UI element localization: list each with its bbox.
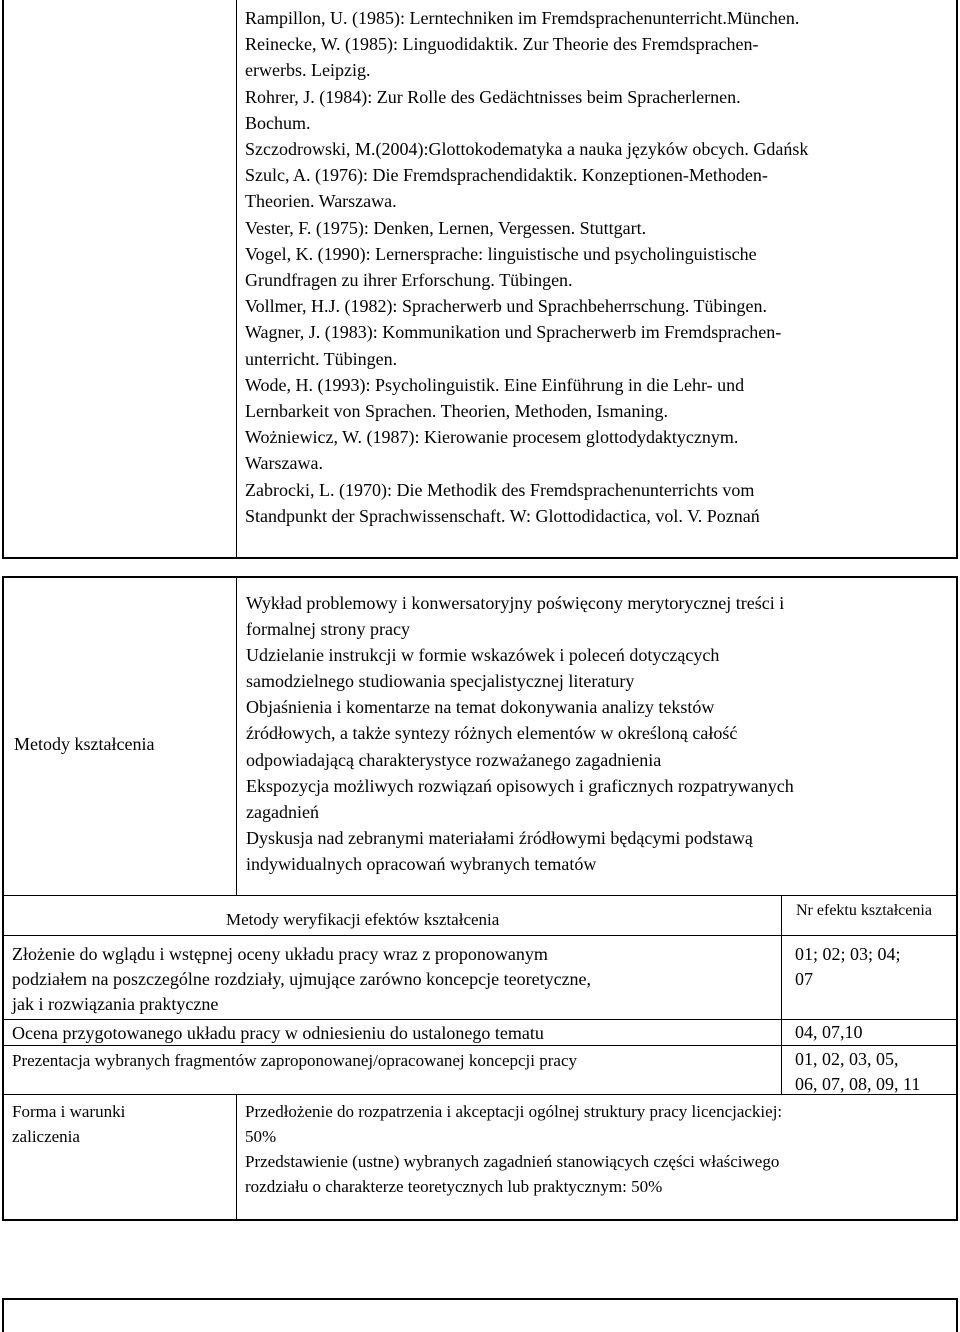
bibliography-line: Szczodrowski, M.(2004):Glottokodematyka a nauka języków obcych. Gdańsk	[245, 139, 809, 160]
nr-line: 04, 07,10	[795, 1022, 863, 1042]
nr-line: 07	[795, 969, 813, 989]
bibliography-list	[245, 5, 808, 529]
bibliography-line: erwerbs. Leipzig.	[245, 60, 371, 81]
bibliography-line: Szulc, A. (1976): Die Fremdsprachendidaktik. Konzeptionen-Methoden-	[245, 165, 768, 186]
verification-header: Metody weryfikacji efektów kształcenia	[226, 910, 500, 929]
verification-line: jak i rozwiązania praktyczne	[12, 994, 219, 1014]
bibliography-line: Wożniewicz, W. (1987): Kierowanie procesem glottodydaktycznym.	[245, 427, 739, 448]
bibliography-line: Warszawa.	[245, 453, 324, 474]
forma-line: Przedstawienie (ustne) wybranych zagadnień stanowiących części właściwego	[245, 1152, 780, 1171]
bibliography-line: Vester, F. (1975): Denken, Lernen, Vergessen. Stuttgart.	[245, 217, 647, 238]
forma-label-line: Forma i warunki	[12, 1102, 126, 1121]
methods-line: odpowiadającą charakterystyce rozważanego zagadnienia	[246, 749, 662, 770]
methods-line: Udzielanie instrukcji w formie wskazówek i poleceń dotyczących	[246, 645, 720, 666]
nr-line: 01; 02; 03; 04;	[795, 944, 901, 964]
bibliography-line: Lernbarkeit von Sprachen. Theorien, Methoden, Ismaning.	[245, 401, 669, 422]
methods-label: Metody kształcenia	[14, 734, 155, 754]
verification-header-divider	[3, 935, 957, 936]
empty-table	[2, 1298, 958, 1332]
methods-line: Dyskusja nad zebranymi materiałami źródłowymi będącymi podstawą	[246, 827, 753, 848]
verification-line: Złożenie do wglądu i wstępnej oceny układu pracy wraz z proponowanym	[12, 944, 548, 964]
nr-header: Nr efektu kształcenia	[796, 902, 932, 919]
verification-line: Ocena przygotowanego układu pracy w odniesieniu do ustalonego tematu	[12, 1023, 544, 1043]
bibliography-line: Theorien. Warszawa.	[245, 191, 397, 212]
bibliography-line: Grundfragen zu ihrer Erforschung. Tübingen.	[245, 270, 573, 291]
bibliography-line: Wagner, J. (1983): Kommunikation und Spracherwerb im Fremdsprachen-	[245, 322, 782, 343]
nr-line: 06, 07, 08, 09, 11	[795, 1074, 921, 1094]
bibliography-line: Rampillon, U. (1985): Lerntechniken im Fremdsprachenunterricht.München.	[245, 8, 800, 28]
bibliography-line: Zabrocki, L. (1970): Die Methodik des Fremdsprachenunterrichts vom	[245, 479, 755, 500]
methods-column-divider	[236, 577, 237, 895]
methods-line: źródłowych, a także syntezy różnych elementów w określoną całość	[246, 723, 738, 744]
methods-line: Ekspozycja możliwych rozwiązań opisowych i graficznych rozpatrywanych	[246, 775, 794, 796]
methods-line: Wykład problemowy i konwersatoryjny poświęcony merytorycznej treści i	[246, 593, 785, 613]
bibliography-line: Vollmer, H.J. (1982): Spracherwerb und Sprachbeherrschung. Tübingen.	[245, 296, 767, 317]
forma-line: 50%	[245, 1127, 277, 1146]
bibliography-line: Standpunkt der Sprachwissenschaft. W: Glottodidactica, vol. V. Poznań	[245, 505, 760, 526]
verification-line: Prezentacja wybranych fragmentów zaproponowanej/opracowanej koncepcji pracy	[12, 1051, 577, 1070]
bibliography-column-divider	[236, 0, 237, 557]
bibliography-line: Bochum.	[245, 112, 311, 133]
methods-list	[246, 590, 794, 877]
methods-line: indywidualnych opracowań wybranych tematów	[246, 853, 597, 874]
forma-column-divider	[236, 1095, 237, 1220]
verification-nr-3	[795, 1047, 920, 1097]
bibliography-line: Wode, H. (1993): Psycholinguistik. Eine Einführung in die Lehr- und	[245, 374, 745, 395]
methods-line: zagadnień	[246, 801, 319, 822]
forma-line: rozdziału o charakterze teoretycznych lub praktycznym: 50%	[245, 1177, 663, 1196]
verification-nr-1	[795, 942, 901, 992]
bibliography-line: Rohrer, J. (1984): Zur Rolle des Gedächtnisses beim Spracherlernen.	[245, 86, 741, 107]
methods-line: samodzielnego studiowania specjalistycznej literatury	[246, 671, 635, 692]
forma-label	[12, 1099, 125, 1149]
verification-line: podziałem na poszczególne rozdziały, ujmujące zarówno koncepcje teoretyczne,	[12, 969, 592, 989]
forma-content	[245, 1099, 782, 1199]
nr-line: 01, 02, 03, 05,	[795, 1049, 899, 1069]
bibliography-line: unterricht. Tübingen.	[245, 348, 398, 369]
forma-label-line: zaliczenia	[12, 1127, 80, 1146]
bibliography-line: Vogel, K. (1990): Lernersprache: linguistische und psycholinguistische	[245, 243, 757, 264]
forma-line: Przedłożenie do rozpatrzenia i akceptacji ogólnej struktury pracy licencjackiej:	[245, 1102, 783, 1121]
methods-line: Objaśnienia i komentarze na temat dokonywania analizy tekstów	[246, 697, 715, 718]
methods-bottom-divider	[3, 895, 957, 896]
bibliography-line: Reinecke, W. (1985): Linguodidaktik. Zur Theorie des Fremdsprachen-	[245, 34, 759, 55]
methods-line: formalnej strony pracy	[246, 619, 410, 640]
nr-column-divider	[781, 896, 782, 1094]
verification-row-1	[12, 942, 591, 1017]
